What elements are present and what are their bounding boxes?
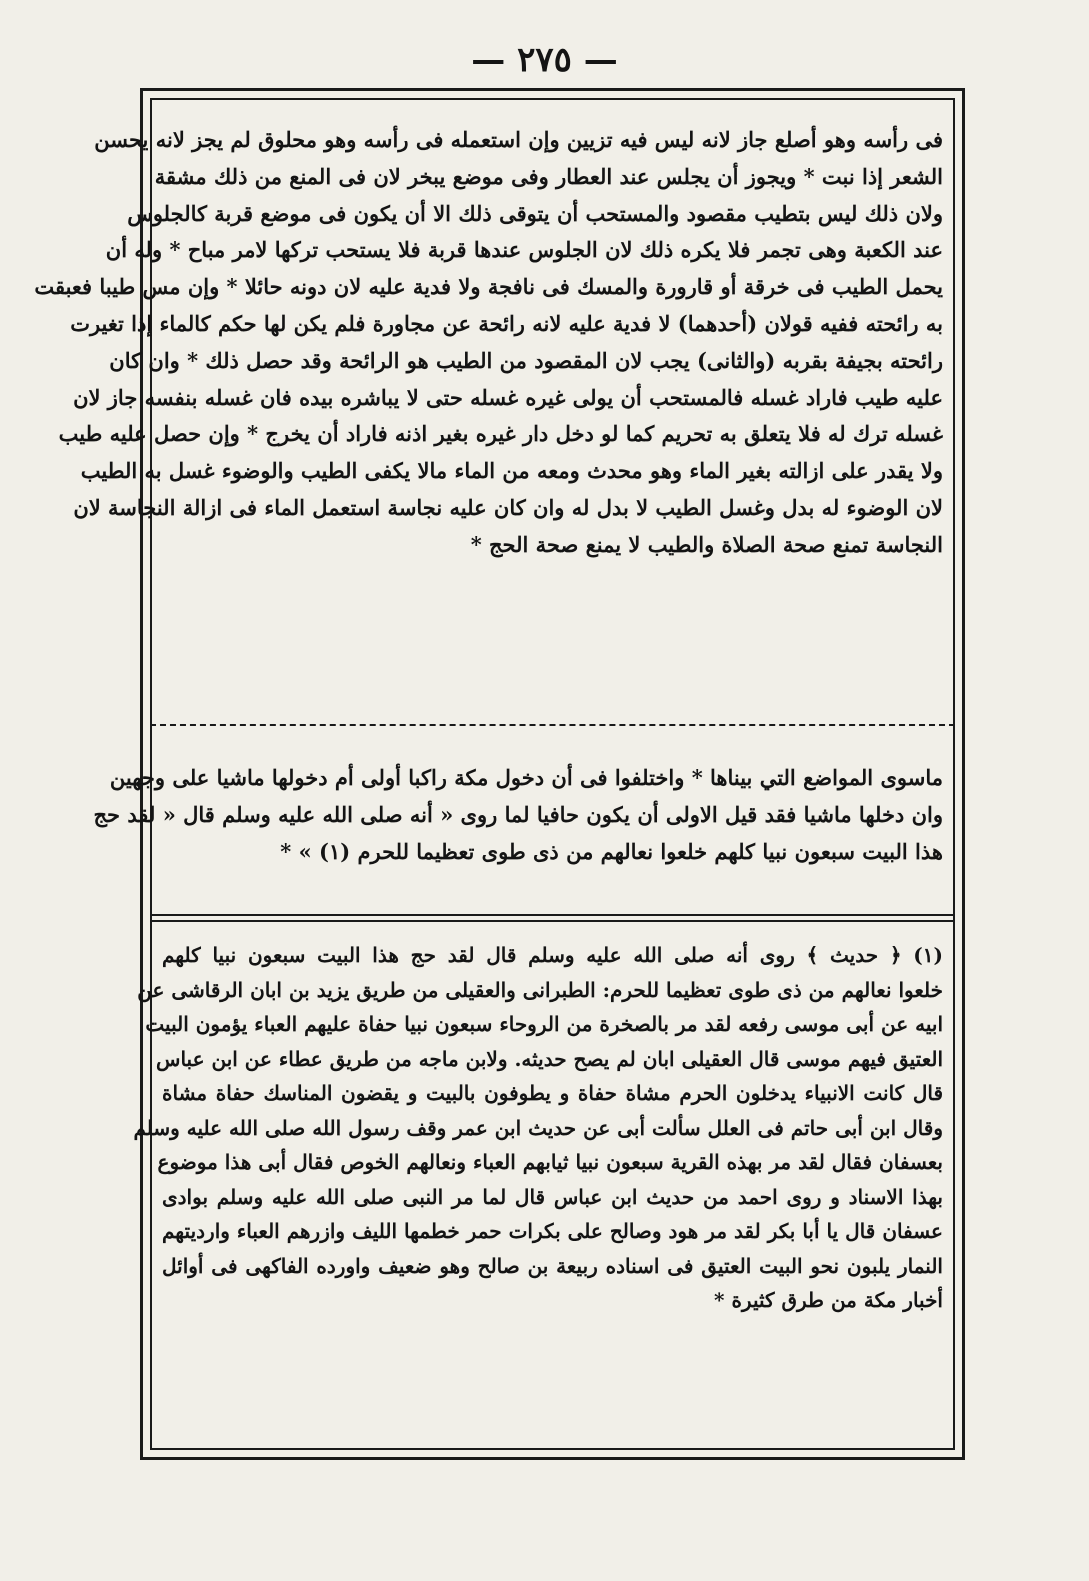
section-divider xyxy=(150,724,955,726)
text-line: رائحته بجيفة بقربه (والثانى) يجب لان المقصود من الطيب هو الرائحة وقد حصل ذلك * وان كان xyxy=(109,347,943,373)
text-line: ولا يقدر على ازالته بغير الماء وهو محدث ومعه من الماء مالا يكفى الطيب والوضوء غسل به الطيب xyxy=(80,458,943,484)
text-line: غسله ترك له فلا يتعلق به تحريم كما لو دخل دار غيره بغير اذنه فاراد أن يخرج * وإن حصل عليه طيب xyxy=(58,421,943,447)
page-number: — ٢٧٥ — xyxy=(471,40,618,80)
footnote-line: النمار يلبون نحو البيت العتيق فى اسناده ربيعة بن صالح وهو ضعيف واورده الفاكهى فى أوائل xyxy=(162,1253,943,1278)
text-line: هذا البيت سبعون نبيا كلهم خلعوا نعالهم من ذى طوى تعظيما للحرم (١) » * xyxy=(280,839,943,864)
footnote-line: (١) ﴿ حديث ﴾ روى أنه صلى الله عليه وسلم قال لقد حج هذا البيت سبعون نبيا كلهم xyxy=(162,943,943,967)
text-line: وان دخلها ماشيا فقد قيل الاولى أن يكون حافيا لما روى « أنه صلى الله عليه وسلم قال « لقد حج xyxy=(93,802,943,827)
footnote-line: أخبار مكة من طرق كثيرة * xyxy=(714,1288,943,1312)
text-line: الشعر إذا نبت * ويجوز أن يجلس عند العطار وفى موضع يبخر لان فى المنع من ذلك مشقة xyxy=(154,163,943,189)
second-text-block xyxy=(93,760,943,871)
footnote-line: خلعوا نعالهم من ذى طوى تعظيما للحرم: الطبرانى والعقيلى من طريق يزيد بن ابان الرقاشى عن xyxy=(137,977,943,1002)
text-line: به رائحته ففيه قولان (أحدهما) لا فدية عليه لانه رائحة عن مجاورة فلم يكن لها حكم كالماء إذا تغيرت xyxy=(70,310,943,336)
footnote-divider xyxy=(150,914,955,916)
footnote-line: قال كانت الانبياء يدخلون الحرم مشاة حفاة و يطوفون بالبيت و يقضون المناسك حفاة مشاة xyxy=(162,1081,944,1105)
text-line: لان الوضوء له بدل وغسل الطيب لا بدل له وان كان عليه نجاسة استعمل الماء فى ازالة النجاسة لان xyxy=(73,494,943,520)
text-line: فى رأسه وهو أصلع جاز لانه ليس فيه تزيين وإن استعمله فى رأسه وهو محلوق لم يجز لانه يحسن xyxy=(94,127,943,152)
text-line: ماسوى المواضع التي بيناها * واختلفوا فى أن دخول مكة راكبا أولى أم دخولها ماشيا على وجهين xyxy=(109,765,943,790)
footnote-block xyxy=(133,938,944,1318)
footnote-line: بعسفان فقال لقد مر بهذه القرية سبعون نبيا ثيابهم العباء ونعالهم الخوص فقال أبى هذا موضوع xyxy=(157,1150,943,1174)
footnote-line: بهذا الاسناد و روى احمد من حديث ابن عباس قال لما مر النبى صلى الله عليه وسلم بوادى xyxy=(162,1184,943,1209)
text-line: ولان ذلك ليس بتطيب مقصود والمستحب أن يتوقى ذلك الا أن يكون فى موضع قربة كالجلوس xyxy=(127,200,943,226)
text-line: عليه طيب فاراد غسله فالمستحب أن يولى غيره غسله حتى لا يباشره بيده فان غسله بنفسه جاز لان xyxy=(73,384,943,410)
footnote-line: عسفان قال يا أبا بكر لقد مر هود وصالح على بكرات حمر خطمها الليف وازرهم العباء وارديتهم xyxy=(162,1219,943,1243)
main-text-block xyxy=(34,122,943,564)
footnote-divider xyxy=(150,920,955,922)
text-line: عند الكعبة وهى تجمر فلا يكره ذلك لان الجلوس عندها قربة فلا يستحب تركها لامر مباح * وله أن xyxy=(105,237,943,263)
text-line: يحمل الطيب فى خرقة أو قارورة والمسك فى نافجة ولا فدية عليه لان دونه حائلا * وإن مس طيبا فعبقت xyxy=(34,274,943,300)
text-line: النجاسة تمنع صحة الصلاة والطيب لا يمنع صحة الحج * xyxy=(470,531,943,557)
footnote-line: العتيق فيهم موسى قال العقيلى ابان لم يصح حديثه. ولابن ماجه من طريق عطاء عن ابن عباس xyxy=(156,1046,943,1071)
footnote-line: وقال ابن أبى حاتم فى العلل سألت أبى عن حديث ابن عمر وقف رسول الله صلى الله عليه وسلم xyxy=(133,1115,943,1140)
footnote-line: ابيه عن أبى موسى رفعه لقد مر بالصخرة من الروحاء سبعون نبيا حفاة عليهم العباء يؤمون البيت xyxy=(145,1012,943,1036)
